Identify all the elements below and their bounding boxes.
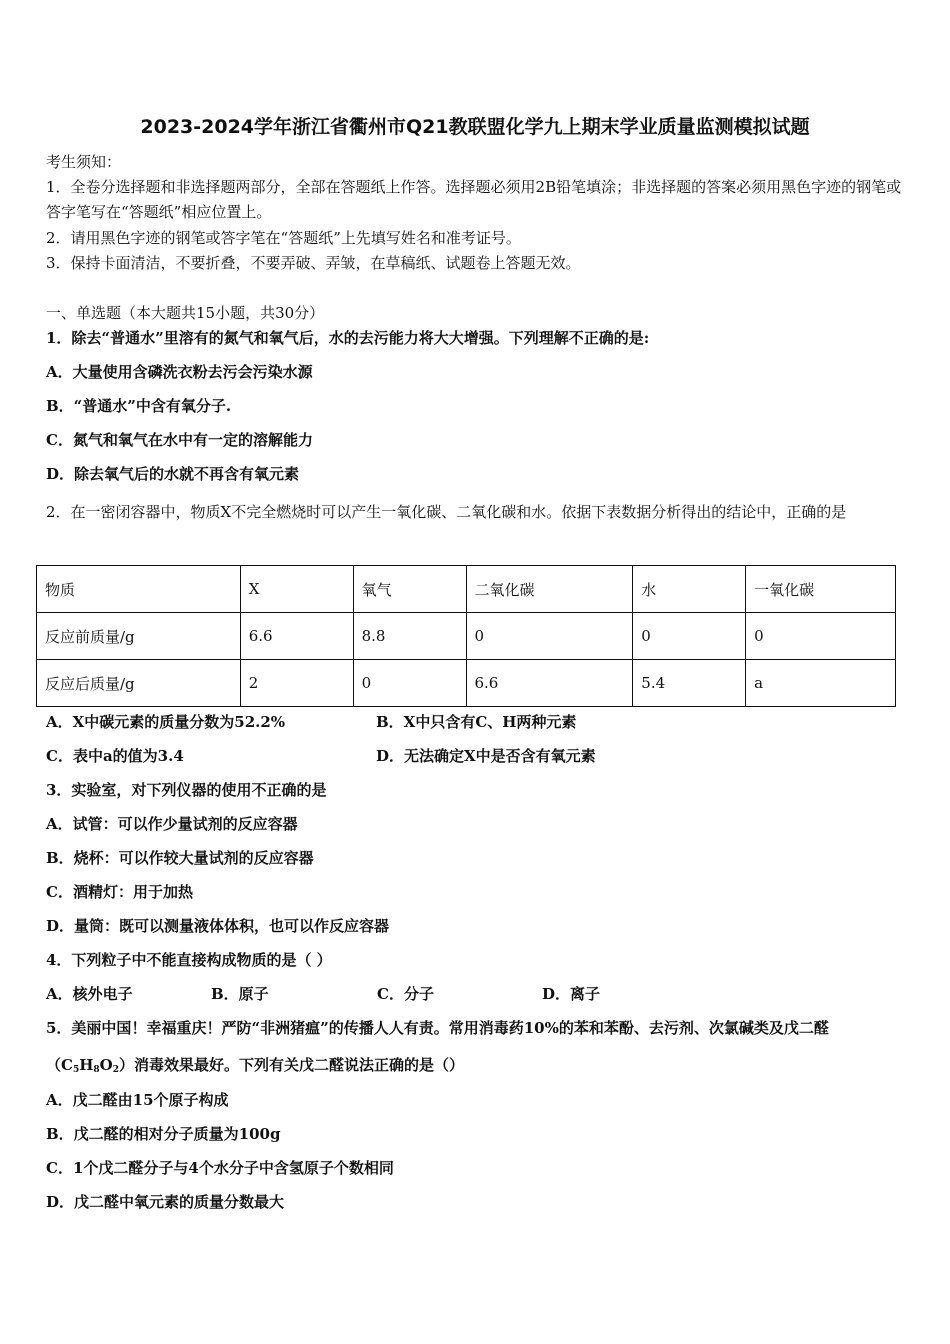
question-1-option-a: A．大量使用含磷洗衣粉去污会污染水源 [46, 363, 313, 381]
question-3-option-d: D．量筒：既可以测量液体体积，也可以作反应容器 [46, 917, 390, 935]
table-cell: a [746, 660, 896, 707]
table-cell: 6.6 [466, 660, 633, 707]
question-1-option-b: B．“普通水”中含有氧分子. [46, 397, 232, 415]
table-row [37, 613, 896, 660]
table-cell: 0 [466, 613, 633, 660]
table-cell: 反应后质量/g [37, 660, 241, 707]
table-cell: 6.6 [240, 613, 353, 660]
table-header-cell: 氧气 [353, 566, 466, 613]
question-5-option-c: C．1个戊二醛分子与4个水分子中含氢原子个数相同 [46, 1159, 394, 1177]
formula-subscript: 5 [72, 1065, 80, 1075]
question-5-option-b: B．戊二醛的相对分子质量为100g [46, 1125, 281, 1143]
formula-open: （C [46, 1056, 73, 1074]
question-1-option-d: D．除去氧气后的水就不再含有氧元素 [46, 465, 300, 483]
table-cell: 2 [240, 660, 353, 707]
table-header-cell: X [240, 566, 353, 613]
formula-element: O [99, 1056, 113, 1074]
table-row [37, 660, 896, 707]
table-cell: 8.8 [353, 613, 466, 660]
table-header-cell: 二氧化碳 [466, 566, 633, 613]
question-4-option-b: B．原子 [211, 985, 269, 1003]
question-5-stem-rest: ）消毒效果最好。下列有关戊二醛说法正确的是（） [119, 1056, 465, 1074]
formula-element: H [79, 1056, 94, 1074]
section-heading: 一、单选题（本大题共15小题，共30分） [46, 304, 325, 322]
question-2-option-c: C．表中a的值为3.4 [46, 747, 184, 765]
table-header-row [37, 566, 896, 613]
notice-item-1: 1．全卷分选择题和非选择题两部分，全部在答题纸上作答。选择题必须用2B铅笔填涂；非选择题的答案必须用黑色字迹的钢笔或答字笔写在“答题纸”相应位置上。 [46, 178, 902, 221]
table-cell: 0 [633, 613, 746, 660]
question-2-option-b: B．X中只含有C、H两种元素 [376, 713, 577, 731]
table-cell: 5.4 [633, 660, 746, 707]
table-cell: 反应前质量/g [37, 613, 241, 660]
question-5-option-a: A．戊二醛由15个原子构成 [46, 1091, 229, 1109]
question-5-option-d: D．戊二醛中氧元素的质量分数最大 [46, 1193, 285, 1211]
table-cell: 0 [353, 660, 466, 707]
formula-subscript: 8 [93, 1065, 100, 1075]
question-5-stem-line-2 [46, 1055, 464, 1075]
question-2-option-d: D．无法确定X中是否含有氧元素 [376, 747, 596, 765]
question-1-option-c: C．氮气和氧气在水中有一定的溶解能力 [46, 431, 313, 449]
table-cell: 0 [746, 613, 896, 660]
question-4-option-a: A．核外电子 [46, 985, 133, 1003]
question-3-stem: 3．实验室，对下列仪器的使用不正确的是 [46, 781, 327, 799]
question-4-option-d: D．离子 [542, 985, 601, 1003]
table-header-cell: 一氧化碳 [746, 566, 896, 613]
question-1-stem: 1．除去“普通水”里溶有的氮气和氧气后，水的去污能力将大大增强。下列理解不正确的是: [46, 329, 650, 347]
formula-subscript: 2 [112, 1065, 120, 1075]
notice-heading: 考生须知： [46, 153, 122, 171]
question-5-stem-line-1: 5．美丽中国！幸福重庆！严防“非洲猪瘟”的传播人人有责。常用消毒药10%的苯和苯酚、去污剂、次氯碱类及戊二醛 [46, 1019, 829, 1037]
question-4-stem: 4．下列粒子中不能直接构成物质的是（ ） [46, 951, 332, 969]
question-2-option-a: A．X中碳元素的质量分数为52.2% [46, 713, 286, 731]
notice-item-3: 3．保持卡面清洁，不要折叠，不要弄破、弄皱，在草稿纸、试题卷上答题无效。 [46, 254, 581, 272]
question-3-option-c: C．酒精灯：用于加热 [46, 883, 193, 901]
question-2-stem: 2．在一密闭容器中，物质X不完全燃烧时可以产生一氧化碳、二氧化碳和水。依据下表数据分析得出的结论中，正确的是 [46, 503, 847, 521]
question-4-option-c: C．分子 [377, 985, 434, 1003]
data-table [36, 565, 896, 707]
table-header-cell: 物质 [37, 566, 241, 613]
question-3-option-b: B．烧杯：可以作较大量试剂的反应容器 [46, 849, 314, 867]
question-3-option-a: A．试管：可以作少量试剂的反应容器 [46, 815, 298, 833]
notice-item-2: 2．请用黑色字迹的钢笔或答字笔在“答题纸”上先填写姓名和准考证号。 [46, 229, 521, 247]
page-title: 2023-2024学年浙江省衢州市Q21教联盟化学九上期末学业质量监测模拟试题 [140, 116, 810, 138]
table-header-cell: 水 [633, 566, 746, 613]
